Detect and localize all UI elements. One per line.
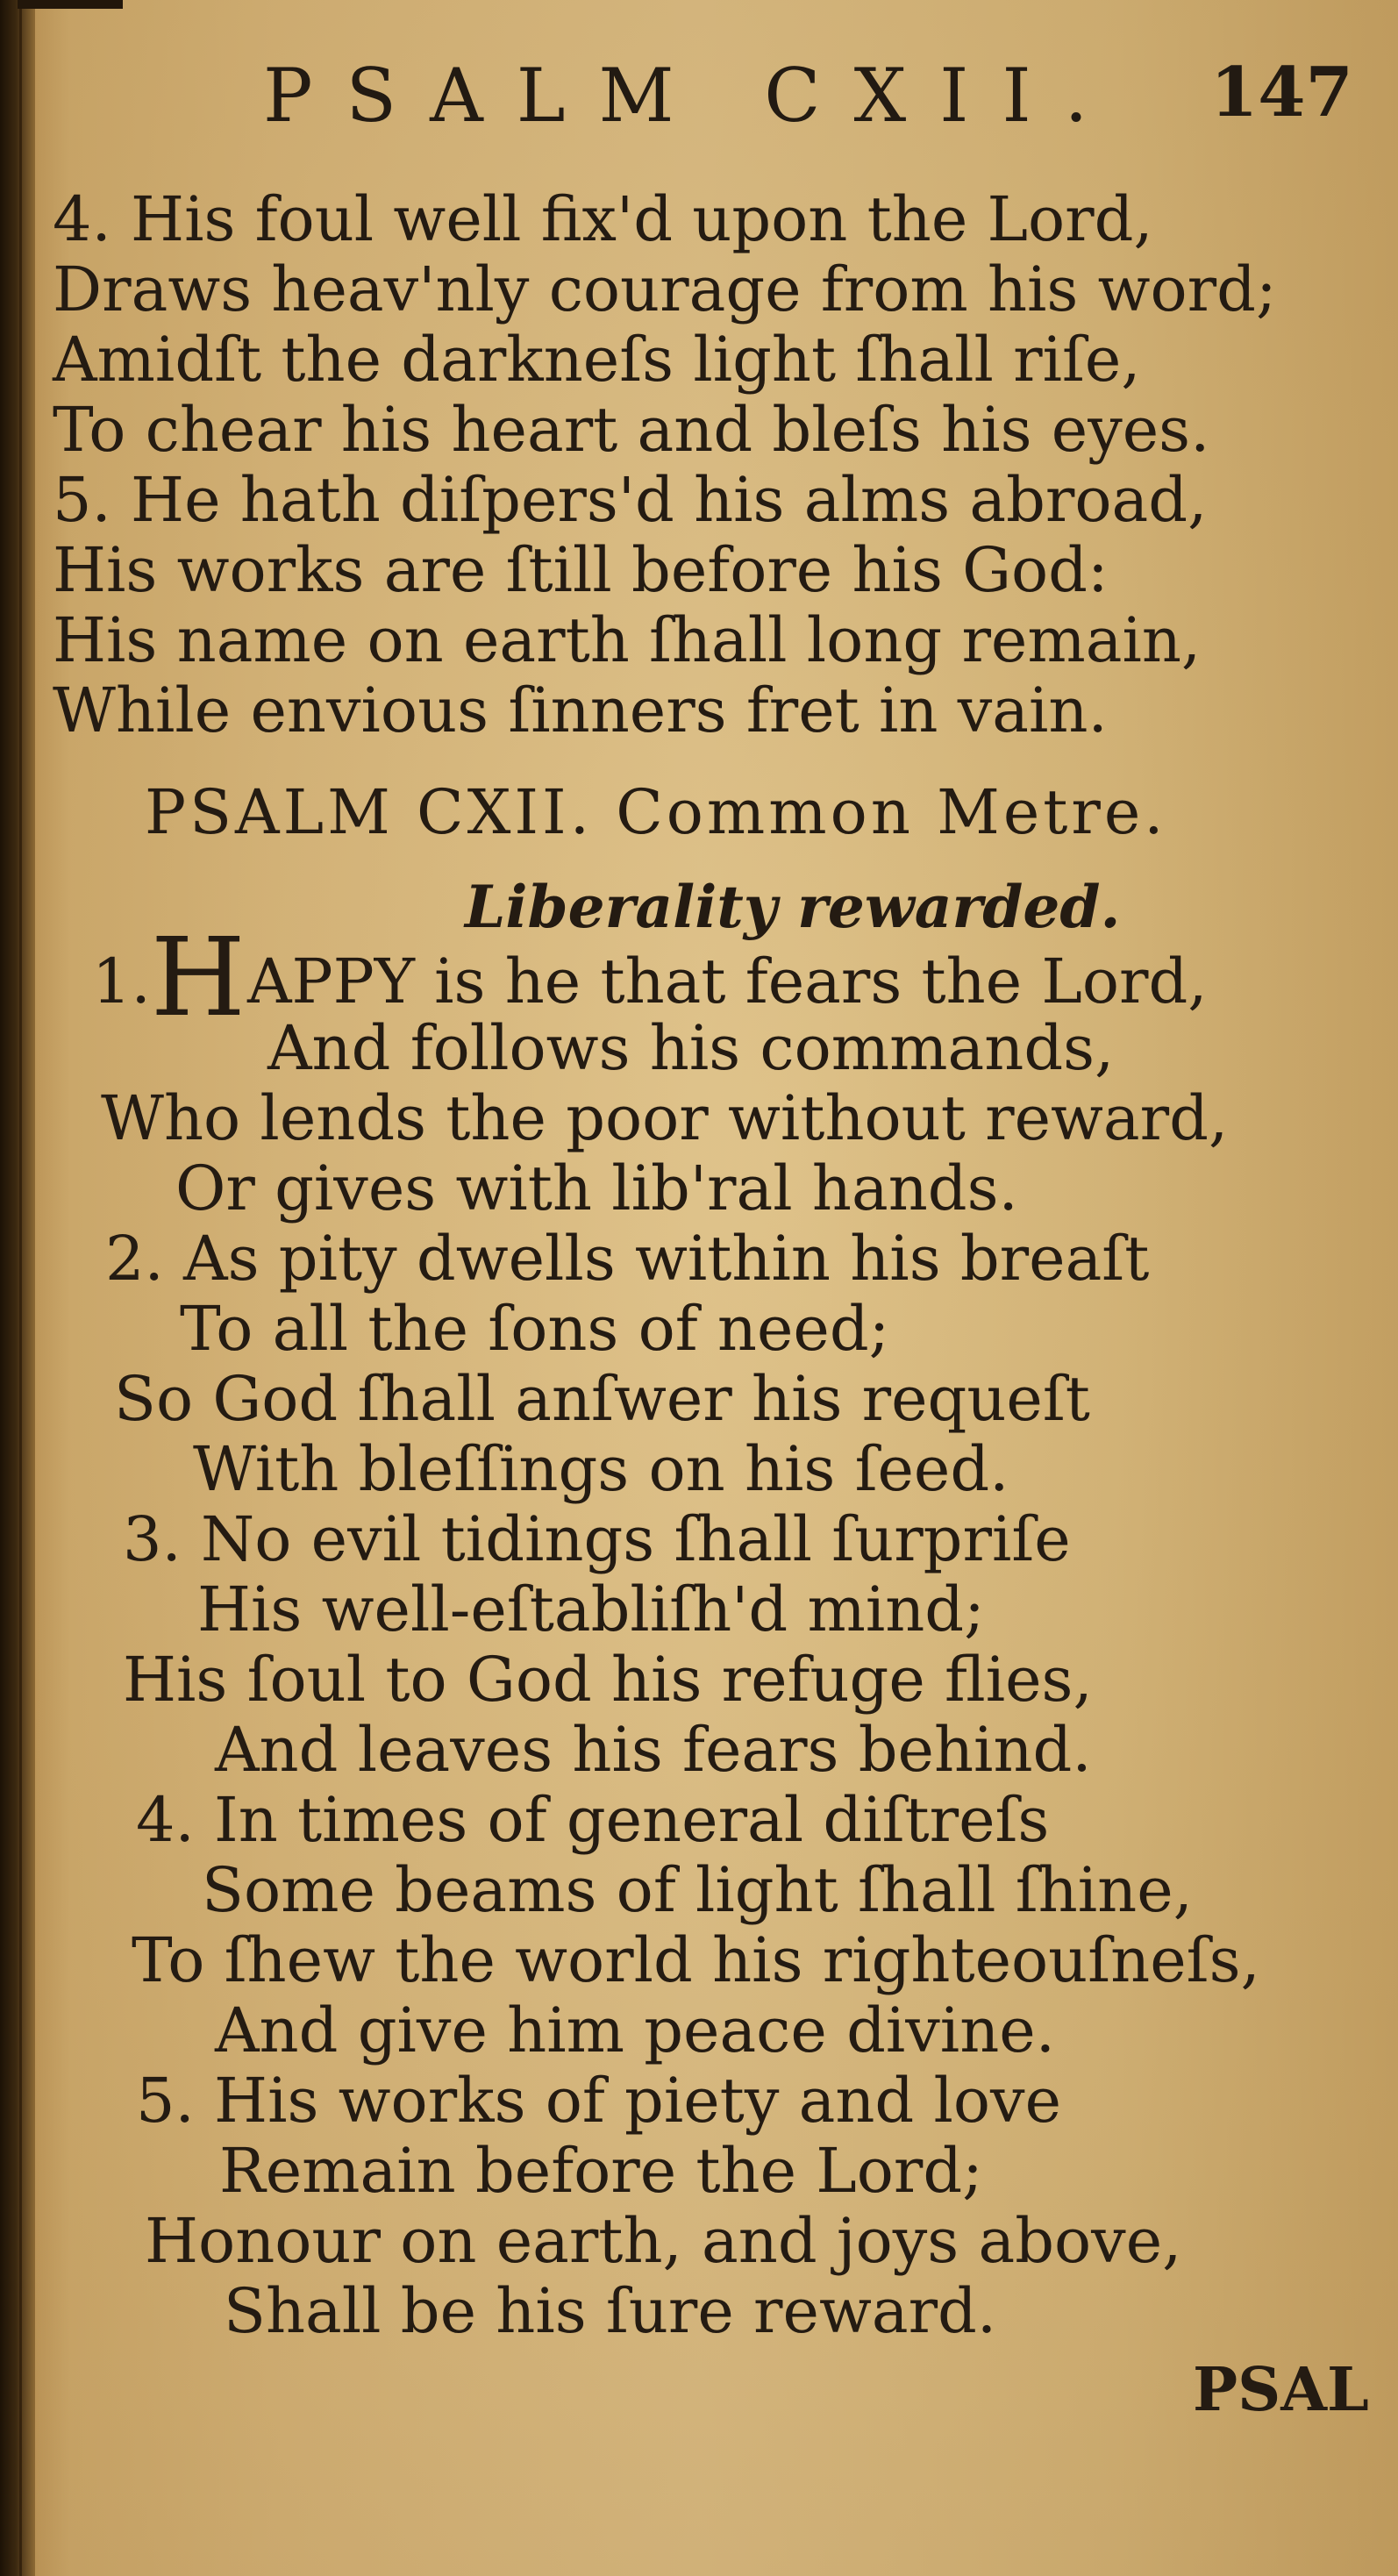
verse-line: To chear his heart and bleſs his eyes. bbox=[53, 394, 1210, 466]
verse-line: 2. As pity dwells within his breaſt bbox=[105, 1223, 1150, 1295]
verse-line: 4. His foul well fix'd upon the Lord, bbox=[53, 183, 1153, 255]
verse-line: Some beams of light ſhall ſhine, bbox=[202, 1854, 1193, 1926]
verse-line: His name on earth ſhall long remain, bbox=[53, 604, 1202, 676]
verse-line: And leaves his fears behind. bbox=[215, 1714, 1092, 1786]
verse-number: 1. bbox=[92, 945, 151, 1017]
verse-line: Remain before the Lord; bbox=[219, 2135, 983, 2207]
verse-line: And follows his commands, bbox=[267, 1012, 1115, 1084]
verse-line-first-text: APPY is he that fears the Lord, bbox=[246, 945, 1208, 1017]
verse-line: Amidſt the darkneſs light ſhall riſe, bbox=[53, 324, 1141, 396]
verse-line: Or gives with lib'ral hands. bbox=[175, 1152, 1018, 1224]
page-spine-edge bbox=[0, 0, 35, 2576]
verse-line: 5. He hath diſpers'd his alms abroad, bbox=[53, 464, 1208, 536]
verse-line: His well-eſtabliſh'd mind; bbox=[197, 1573, 985, 1645]
verse-line: So God ſhall anſwer his requeſt bbox=[114, 1363, 1090, 1435]
verse-line: Shall be his ſure reward. bbox=[224, 2275, 997, 2347]
verse-line: 4. In times of general diſtreſs bbox=[136, 1784, 1050, 1856]
verse-line: To ſhew the world his righteouſneſs, bbox=[132, 1924, 1260, 1996]
top-binding-mark bbox=[18, 0, 123, 9]
verse-line: Who lends the poor without reward, bbox=[101, 1082, 1229, 1154]
verse-line: 5. His works of piety and love bbox=[136, 2065, 1061, 2137]
verse-line: Honour on earth, and joys above, bbox=[145, 2205, 1182, 2277]
verse-line: With bleſſings on his ſeed. bbox=[193, 1433, 1009, 1505]
verse-line: While envious ſinners fret in vain. bbox=[53, 674, 1108, 746]
section-subheading: Liberality rewarded. bbox=[465, 873, 1121, 941]
verse-line: His works are ſtill before his God: bbox=[53, 534, 1109, 606]
verse-line: Draws heav'nly courage from his word; bbox=[53, 253, 1277, 325]
drop-cap: H bbox=[150, 915, 246, 1041]
section-heading: PSALM CXII. Common Metre. bbox=[145, 776, 1167, 848]
binding-line bbox=[19, 0, 22, 2576]
page-number: 147 bbox=[1210, 53, 1353, 132]
verse-line: His ſoul to God his refuge flies, bbox=[123, 1644, 1093, 1716]
verse-line: And give him peace divine. bbox=[215, 1994, 1055, 2066]
catchword: PSAL bbox=[1193, 2355, 1369, 2425]
verse-line: To all the ſons of need; bbox=[180, 1293, 890, 1365]
verse-line: 3. No evil tidings ſhall ſurpriſe bbox=[123, 1503, 1071, 1575]
running-head: PSALM CXII. bbox=[263, 53, 1122, 139]
verse-line-first bbox=[92, 915, 1208, 1041]
page-header bbox=[0, 53, 1398, 140]
